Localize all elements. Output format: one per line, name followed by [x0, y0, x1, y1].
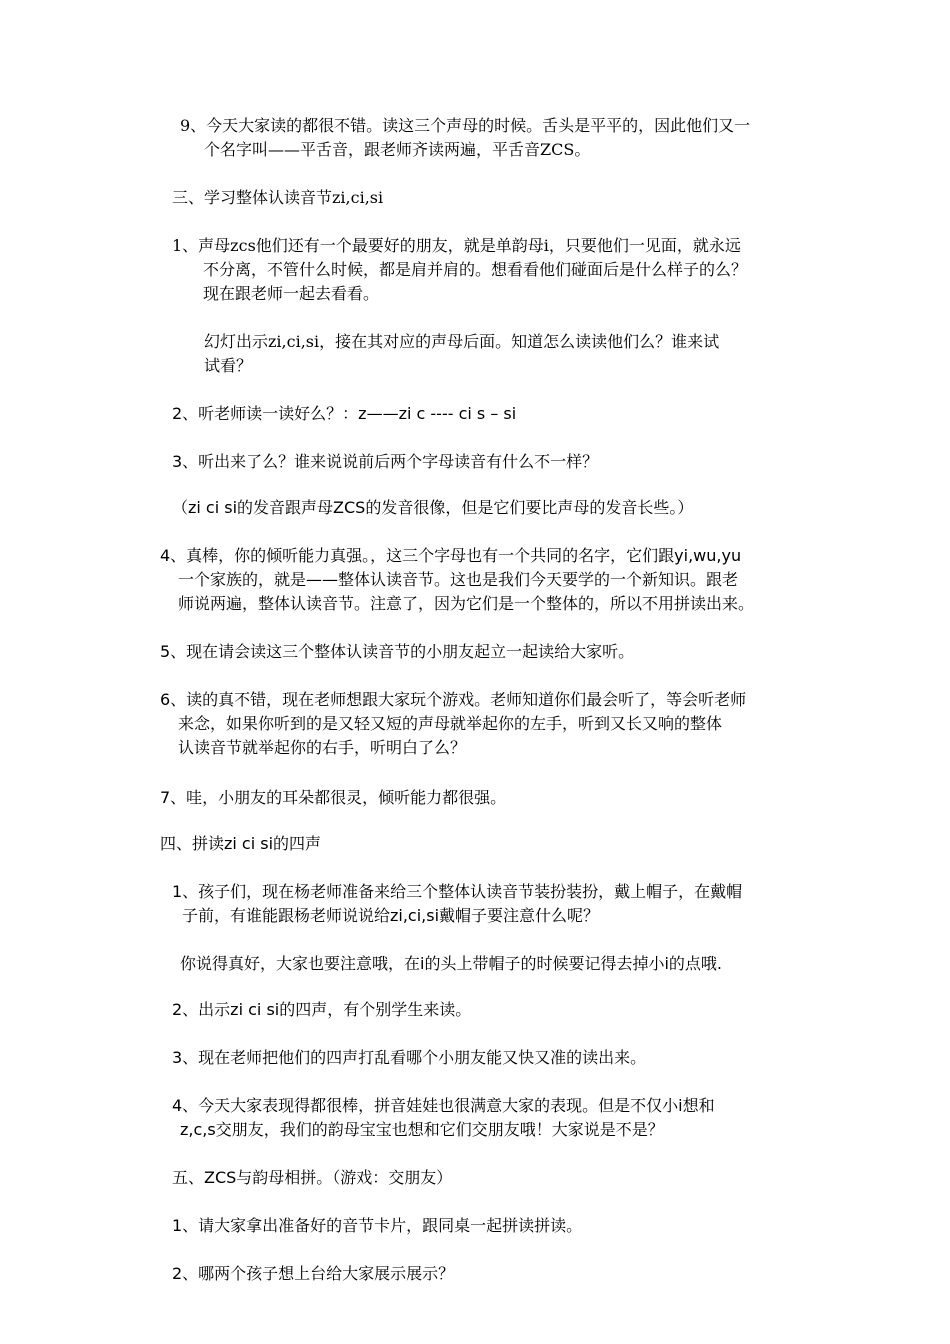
text-line: 现在跟老师一起去看看。: [203, 284, 380, 303]
paragraph-sec5-step-2: [172, 1262, 454, 1286]
text-line: 试看？: [204, 356, 253, 375]
text-line: 子前，有谁能跟杨老师说说给zi,ci,si戴帽子要注意什么呢？: [182, 906, 600, 925]
text-line: 师说两遍，整体认读音节。注意了，因为它们是一个整体的，所以不用拼读出来。: [178, 594, 755, 613]
paragraph-step-9: [180, 114, 750, 162]
paragraph-sec5-step-1: [172, 1214, 582, 1238]
text-line: 1、声母zcs他们还有一个最要好的朋友，就是单韵母i，只要他们一见面，就永远: [172, 236, 741, 255]
heading-text: 五、ZCS与韵母相拼。（游戏：交朋友）: [172, 1168, 453, 1187]
paragraph-answer-note: [172, 496, 693, 520]
text-line: 2、出示zi ci si的四声，有个别学生来读。: [172, 1000, 472, 1019]
paragraph-slide-note: [204, 330, 719, 378]
text-line: 你说得真好，大家也要注意哦，在i的头上带帽子的时候要记得去掉小i的点哦.: [180, 954, 722, 973]
paragraph-sec4-step-1: [172, 880, 742, 928]
text-line: 个名字叫——平舌音，跟老师齐读两遍，平舌音ZCS。: [204, 140, 591, 159]
text-line: 4、今天大家表现得都很棒，拼音娃娃也很满意大家的表现。但是不仅小i想和: [172, 1096, 715, 1115]
paragraph-step-4: [160, 544, 754, 616]
text-line: 6、读的真不错，现在老师想跟大家玩个游戏。老师知道你们最会听了，等会听老师: [160, 690, 747, 709]
section-heading-4: [160, 832, 321, 856]
paragraph-step-7: [160, 786, 506, 810]
text-line: 5、现在请会读这三个整体认读音节的小朋友起立一起读给大家听。: [160, 642, 635, 661]
paragraph-praise-note: [180, 952, 722, 976]
paragraph-step-2: [172, 402, 516, 426]
paragraph-sec4-step-4: [172, 1094, 715, 1142]
text-line: 幻灯出示zi,ci,si，接在其对应的声母后面。知道怎么读读他们么？谁来试: [204, 332, 720, 351]
text-line: 不分离，不管什么时候，都是肩并肩的。想看看他们碰面后是什么样子的么？: [203, 260, 748, 279]
paragraph-sec4-step-3: [172, 1046, 646, 1070]
text-line: 9、今天大家读的都很不错。读这三个声母的时候。舌头是平平的，因此他们又一: [180, 116, 751, 135]
text-line: 3、听出来了么？谁来说说前后两个字母读音有什么不一样？: [172, 452, 599, 471]
text-line: z,c,s交朋友，我们的韵母宝宝也想和它们交朋友哦！大家说是不是？: [180, 1120, 664, 1139]
paragraph-step-3: [172, 450, 598, 474]
text-line: 1、请大家拿出准备好的音节卡片，跟同桌一起拼读拼读。: [172, 1216, 583, 1235]
heading-text: 四、拼读zi ci si的四声: [160, 834, 322, 853]
text-line: 3、现在老师把他们的四声打乱看哪个小朋友能又快又准的读出来。: [172, 1048, 647, 1067]
paragraph-step-6: [160, 688, 746, 760]
text-line: 2、听老师读一读好么？：z——zi c ---- ci s – si: [172, 404, 517, 423]
text-line: 来念，如果你听到的是又轻又短的声母就举起你的左手，听到又长又响的整体: [178, 714, 723, 733]
text-line: 1、孩子们，现在杨老师准备来给三个整体认读音节装扮装扮，戴上帽子，在戴帽: [172, 882, 743, 901]
text-line: 4、真棒，你的倾听能力真强。，这三个字母也有一个共同的名字，它们跟yi,wu,yu: [160, 546, 742, 565]
text-line: 2、哪两个孩子想上台给大家展示展示？: [172, 1264, 455, 1283]
section-heading-5: [172, 1166, 452, 1190]
text-line: （zi ci si的发音跟声母ZCS的发音很像，但是它们要比声母的发音长些。）: [172, 498, 694, 517]
paragraph-step-1: [172, 234, 747, 306]
text-line: 认读音节就举起你的右手，听明白了么？: [178, 738, 467, 757]
text-line: 一个家族的，就是——整体认读音节。这也是我们今天要学的一个新知识。跟老: [178, 570, 739, 589]
section-heading-3: [172, 186, 383, 210]
paragraph-sec4-step-2: [172, 998, 471, 1022]
paragraph-step-5: [160, 640, 634, 664]
heading-text: 三、学习整体认读音节zi,ci,si: [172, 188, 384, 207]
text-line: 7、哇，小朋友的耳朵都很灵，倾听能力都很强。: [160, 788, 507, 807]
